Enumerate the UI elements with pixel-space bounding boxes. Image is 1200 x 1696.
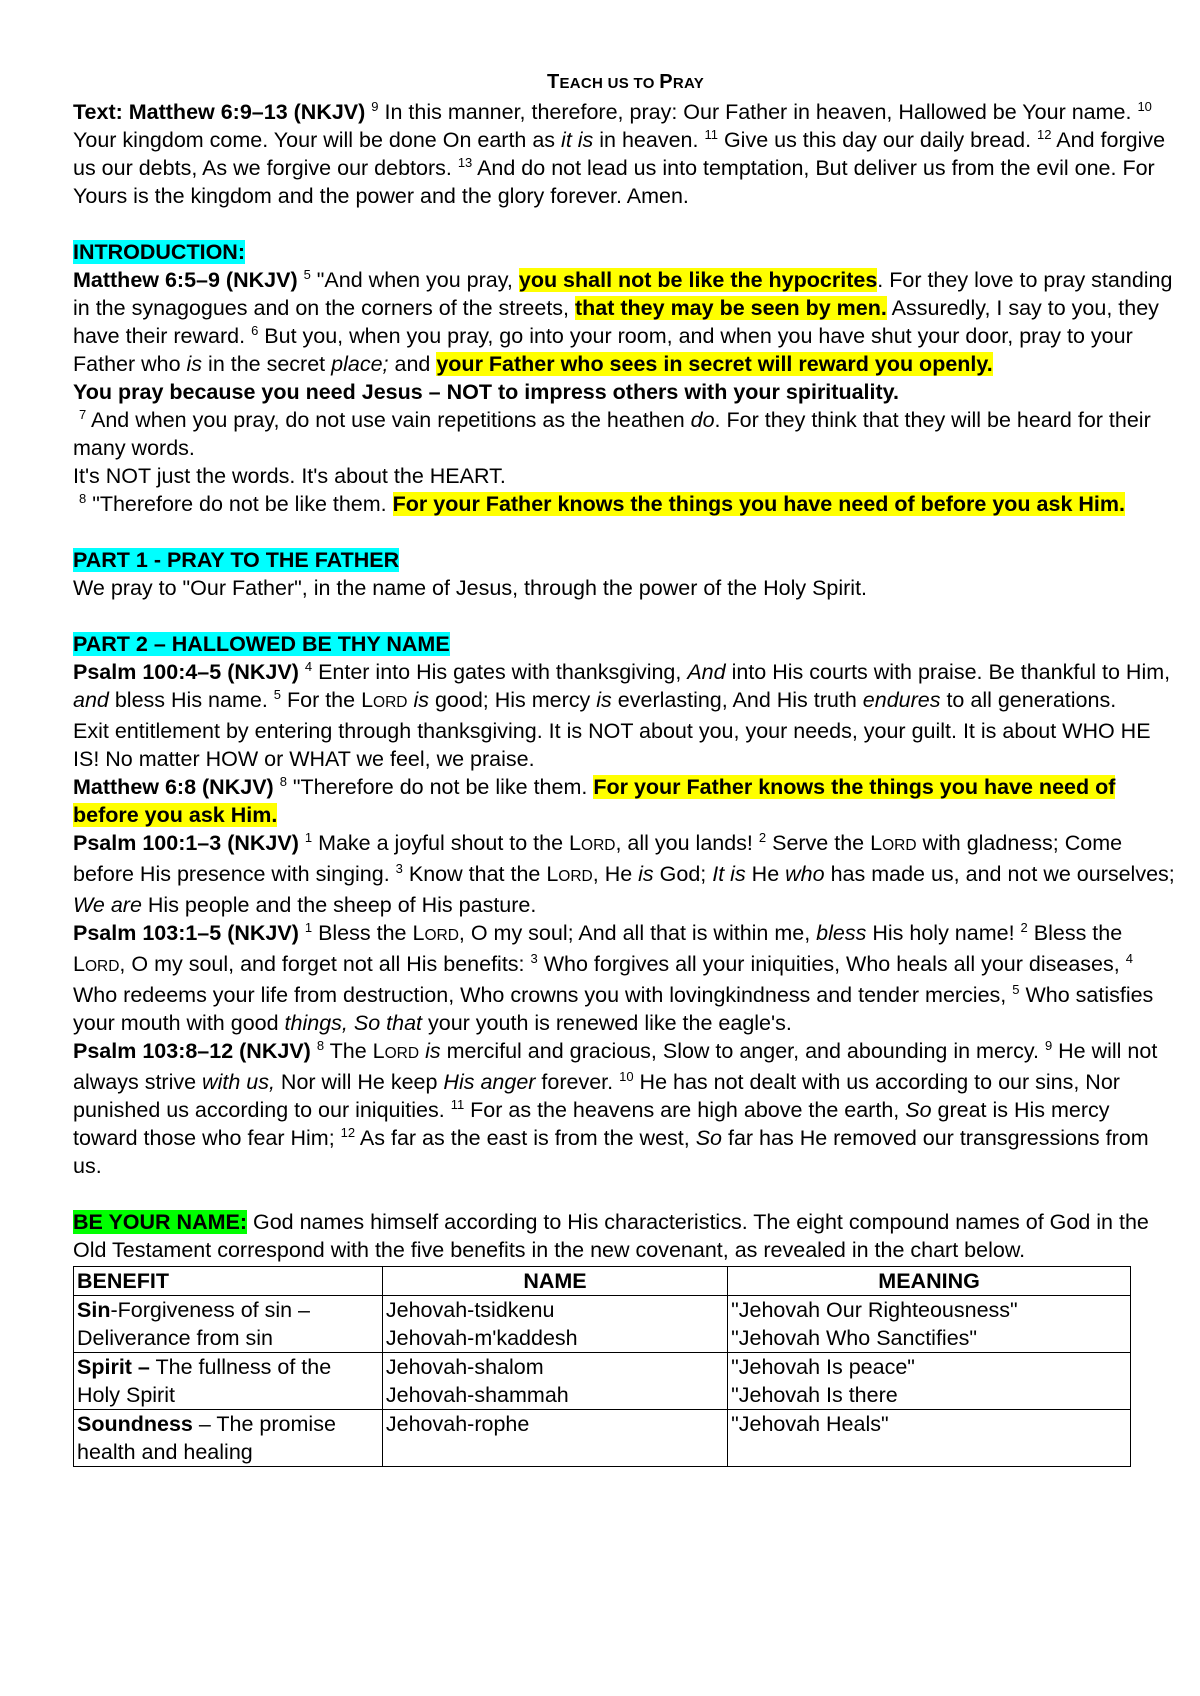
part2-heading: PART 2 – HALLOWED BE THY NAME [73, 632, 450, 656]
header-benefit: BENEFIT [74, 1267, 383, 1296]
meaning-cell: "Jehovah Is peace" "Jehovah Is there [728, 1353, 1131, 1410]
text-passage: Text: Matthew 6:9–13 (NKJV) $^9$ In this manner, therefore, pray: Our Father in heaven, Hallowed be Your name. $^{10}$ Your kingdom come. Your will be done On earth as it is in heaven. $^{11}$ Give us this day our daily bread. $^{12}$ And forgive us our debts, As we forgive our debtors. $^{13}$ And do not lead us into temptation, But deliver us from the evil one. For Yours is the kingdom and the power and the glory forever. Amen. [73, 98, 1166, 208]
introduction-heading: INTRODUCTION: [73, 240, 245, 264]
introduction-verse-7: $^7$ And when you pray, do not use vain repetitions as the heathen do. For they think that they will be heard for their many words. [73, 406, 1151, 460]
table-row [74, 1296, 1131, 1353]
name-cell: Jehovah-shalom Jehovah-shammah [382, 1353, 727, 1410]
meaning-cell: "Jehovah Our Righteousness" "Jehovah Who Sanctifies" [728, 1296, 1131, 1353]
table-row [74, 1353, 1131, 1410]
psalm-103-8: Psalm 103:8–12 (NKJV) $^8$ The LORD is merciful and gracious, Slow to anger, and abounding in mercy. $^9$ He will not always strive with us, Nor will He keep His anger forever. $^{10}$ He has not dealt with us according to our sins, Nor punished us according to our iniquities. $^{11}$ For as the heavens are high above the earth, So great is His mercy toward those who fear Him; $^{12}$ As far as the east is from the west, So far has He removed our transgressions from us. [73, 1037, 1158, 1178]
benefit-cell: Spirit – The fullness of the Holy Spirit [74, 1353, 383, 1410]
name-cell: Jehovah-tsidkenu Jehovah-m'kaddesh [382, 1296, 727, 1353]
benefits-table [73, 1266, 1131, 1467]
introduction-verse-8: $^8$ "Therefore do not be like them. For your Father knows the things you have need of before you ask Him. [78, 490, 1125, 516]
be-your-name-heading: BE YOUR NAME: [73, 1210, 248, 1234]
psalm-100-1: Psalm 100:1–3 (NKJV) $^1$ Make a joyful shout to the LORD, all you lands! $^2$ Serve the LORD with gladness; Come before His presence with singing. $^3$ Know that the LORD, He is God; It is He who has made us, and not we ourselves; We are His people and the sheep of His pasture. [73, 829, 1175, 917]
document-page [73, 68, 1178, 1467]
header-meaning: MEANING [728, 1267, 1131, 1296]
introduction-passage: Matthew 6:5–9 (NKJV) $^5$ "And when you pray, you shall not be like the hypocrites. For they love to pray standing in the synagogues and on the corners of the streets, that they may be seen by men. Assuredly, I say to you, they have their reward. $^6$ But you, when you pray, go into your room, and when you have shut your door, pray to your Father who is in the secret place; and your Father who sees in secret will reward you openly. [73, 266, 1173, 376]
introduction-note: It's NOT just the words. It's about the HEART. [73, 464, 506, 488]
psalm-100-4: Psalm 100:4–5 (NKJV) $^4$ Enter into His gates with thanksgiving, And into His courts with praise. Be thankful to Him, and bless His name. $^5$ For the LORD is good; His mercy is everlasting, And His truth endures to all generations. [73, 658, 1171, 712]
name-cell: Jehovah-rophe [382, 1410, 727, 1467]
text-reference: Text: Matthew 6:9–13 (NKJV) [73, 100, 366, 124]
benefit-cell: Soundness – The promise health and healing [74, 1410, 383, 1467]
matthew-6-8: Matthew 6:8 (NKJV) $^8$ "Therefore do not be like them. For your Father knows the things you have need of before you ask Him. [73, 773, 1116, 827]
part1-heading: PART 1 - PRAY TO THE FATHER [73, 548, 400, 572]
meaning-cell: "Jehovah Heals" [728, 1410, 1131, 1467]
table-row [74, 1410, 1131, 1467]
benefit-cell: Sin-Forgiveness of sin – Deliverance from sin [74, 1296, 383, 1353]
exit-note: Exit entitlement by entering through thanksgiving. It is NOT about you, your needs, your guilt. It is about WHO HE IS! No matter HOW or WHAT we feel, we praise. [73, 719, 1151, 771]
header-name: NAME [382, 1267, 727, 1296]
part1-text: We pray to "Our Father", in the name of Jesus, through the power of the Holy Spirit. [73, 576, 868, 600]
be-your-name-paragraph: BE YOUR NAME: God names himself according to His characteristics. The eight compound names of God in the Old Testament correspond with the five benefits in the new covenant, as revealed in the chart below. [73, 1210, 1149, 1262]
document-title: TEACH US TO PRAY [546, 71, 705, 93]
introduction-bold-line: You pray because you need Jesus – NOT to impress others with your spirituality. [73, 380, 899, 404]
table-header-row [74, 1267, 1131, 1296]
psalm-103-1: Psalm 103:1–5 (NKJV) $^1$ Bless the LORD, O my soul; And all that is within me, bless His holy name! $^2$ Bless the LORD, O my soul, and forget not all His benefits: $^3$ Who forgives all your iniquities, Who heals all your diseases, $^4$ Who redeems your life from destruction, Who crowns you with lovingkindness and tender mercies, $^5$ Who satisfies your mouth with good things, So that your youth is renewed like the eagle's. [73, 919, 1154, 1035]
